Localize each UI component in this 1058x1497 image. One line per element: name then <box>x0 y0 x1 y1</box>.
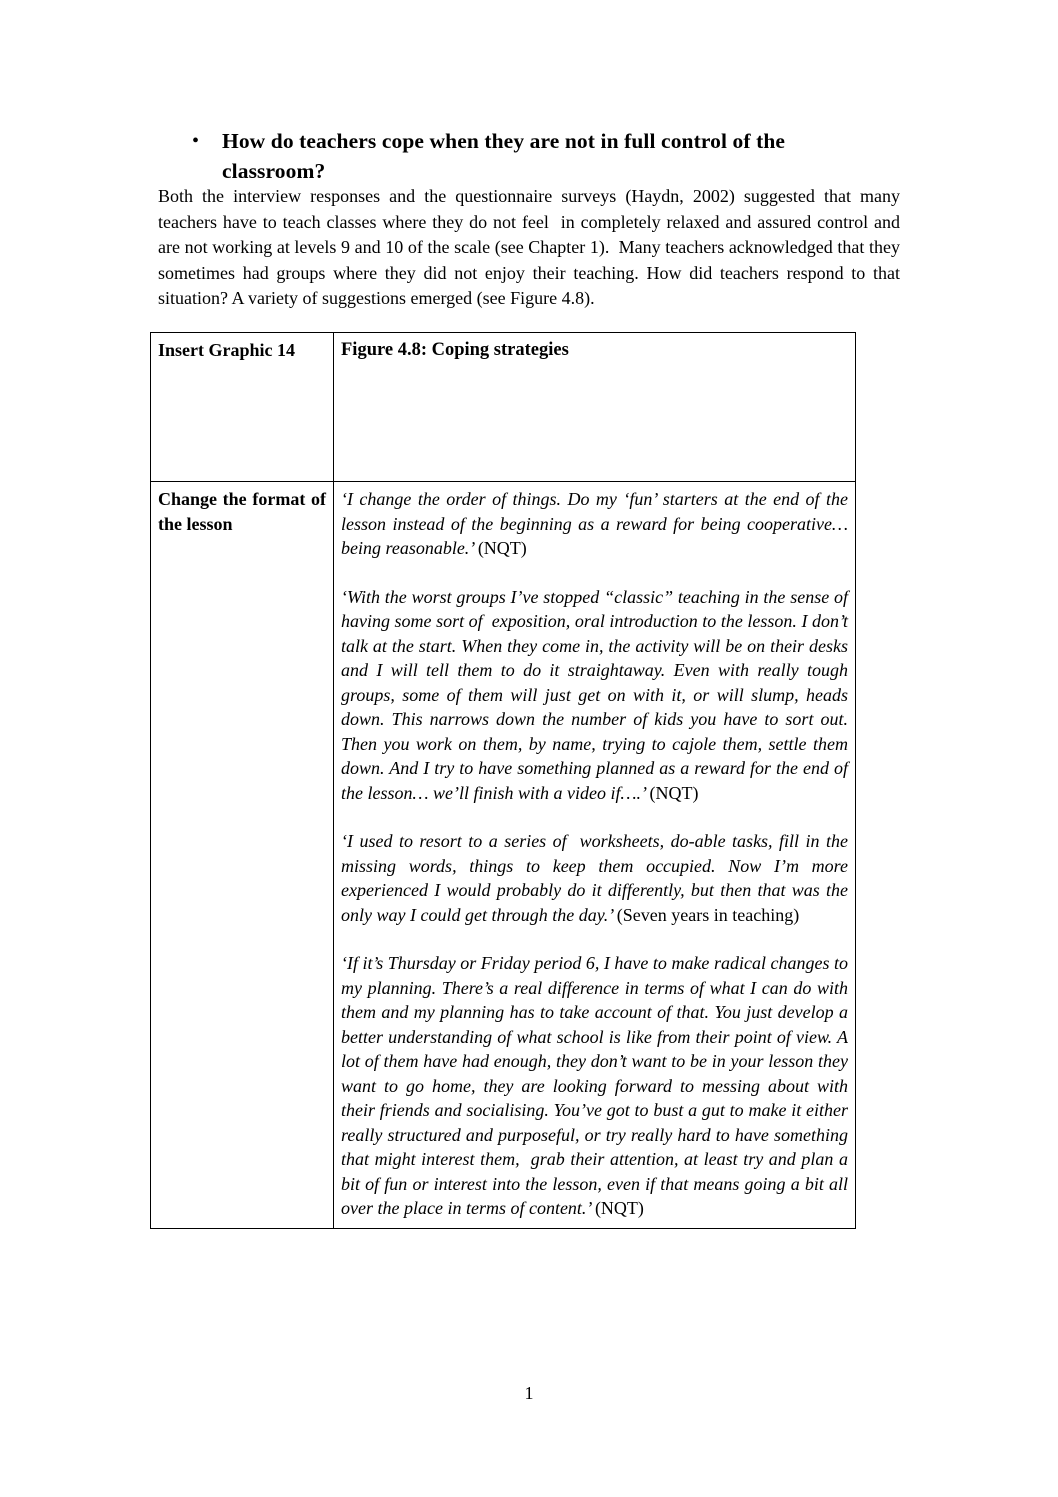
heading-text: How do teachers cope when they are not in full control of the classroom? <box>222 129 786 183</box>
quote-text: ‘If it’s Thursday or Friday period 6, I have to make radical changes to my planning. There’s a real difference in terms of what I can do with them and my planning has to take account of that. You just develop a better understanding of what school is like from their point of view. A lot of them have had enough, they don’t want to be in your lesson they want to go home, they are looking forward to messing about with their friends and socialising. You’ve got to bust a gut to make it either really structured and purposeful, or try really hard to have something that might interest them, grab their attention, at least try and plan a bit of fun or interest into the lesson, even if that means going a bit all over the place in terms of content.’ <box>341 953 853 1218</box>
quote-text: ‘I used to resort to a series of worksheets, do-able tasks, fill in the missing words, things to keep them occupied. Now I’m more experienced I would probably do it differently, but then that was the only way I could get through the day.’ <box>341 831 853 925</box>
table-cell-quotes <box>334 482 856 1229</box>
figure-caption: Figure 4.8: Coping strategies <box>341 340 569 360</box>
quote-item <box>341 829 853 927</box>
quote-text: ‘I change the order of things. Do my ‘fun’ starters at the end of the lesson instead of the beginning as a reward for being cooperative… being reasonable.’ <box>341 489 853 558</box>
quote-item <box>341 951 853 1221</box>
quote-attribution: (NQT) <box>594 1198 644 1218</box>
strategy-label: Change the format of the lesson <box>158 489 326 534</box>
quote-item <box>341 487 853 561</box>
figure-table <box>150 332 856 1229</box>
quote-text: ‘With the worst groups I’ve stopped “classic” teaching in the sense of having some sort of exposition, oral introduction to the lesson. I don’t talk at the start. When they come in, the activity will be on their desks and I will tell them to do it straightaway. Even with really tough groups, some of them will just get on with it, or will slump, heads down. This narrows down the number of kids you have to sort out. Then you work on them, by name, trying to cajole them, settle them down. And I try to have something planned as a reward for the end of the lesson… we’ll finish with a video if….’ <box>341 586 853 803</box>
table-row <box>151 482 856 1229</box>
quote-attribution: (Seven years in teaching) <box>616 904 800 925</box>
heading-row <box>182 126 842 186</box>
table-cell-graphic-label <box>151 333 334 482</box>
graphic-placeholder-label: Insert Graphic 14 <box>158 340 295 360</box>
table-row <box>151 333 856 482</box>
table-cell-figure-title <box>334 333 856 482</box>
table-cell-strategy-label <box>151 482 334 1229</box>
page-number: 1 <box>524 1383 534 1403</box>
quote-item <box>341 585 853 806</box>
bullet-icon: • <box>192 130 200 152</box>
intro-paragraph: Both the interview responses and the questionnaire surveys (Haydn, 2002) suggested that many teachers have to teach classes where they do not feel in completely relaxed and assured control and are not working at levels 9 and 10 of the scale (see Chapter 1). Many teachers acknowledged that they sometimes had groups where they did not enjoy their teaching. How did teachers respond to that situation? A variety of suggestions emerged (see Figure 4.8). <box>158 186 905 309</box>
quote-attribution: (NQT) <box>477 538 527 558</box>
section-heading <box>182 126 842 186</box>
quote-attribution: (NQT) <box>649 782 699 803</box>
